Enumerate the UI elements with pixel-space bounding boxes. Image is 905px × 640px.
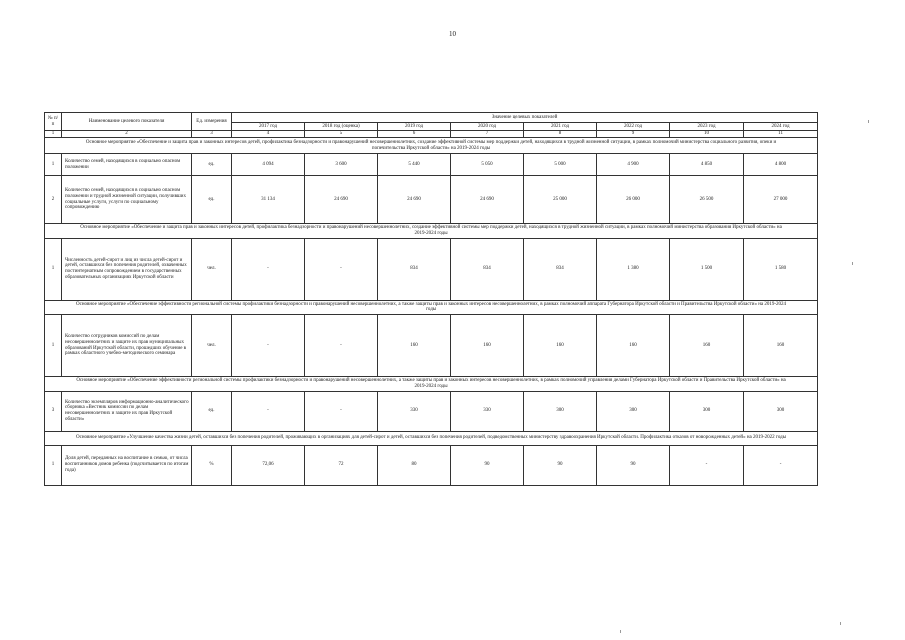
value-cell: 300 (597, 391, 670, 431)
value-cell: 90 (524, 445, 597, 485)
value-cell: 90 (597, 445, 670, 485)
table-body (45, 138, 818, 486)
value-cell: 330 (451, 391, 524, 431)
header-year: 2018 год (оценка) (305, 123, 378, 131)
header-year: 2024 год (744, 123, 818, 131)
page-number: 10 (449, 30, 456, 38)
value-cell: 4 800 (744, 154, 818, 176)
value-cell: 31 134 (232, 176, 305, 224)
value-cell: 24 690 (451, 176, 524, 224)
header-year: 2022 год (597, 123, 670, 131)
header-column-numbers-row (45, 131, 818, 138)
column-number: 10 (670, 131, 744, 138)
value-cell: 300 (524, 391, 597, 431)
section-title: Основное мероприятие «Обеспечение эффективности региональной системы профилактики безнадзорности и правонарушений несовершеннолетних, а также защиты прав и законных интересов несовершеннолетних, в рамках полномочий аппарата Губернатора Иркутской области и Правительства Иркутской области» на 2019-2024 годы (45, 300, 818, 315)
section-title: Основное мероприятие «Обеспечение и защита прав и законных интересов детей, профилактика безнадзорности и правонарушений несовершеннолетних, создание эффективной системы мер поддержки детей, находящихся в трудной жизненной ситуации, в рамках полномочий министерства образования Иркутской области» на 2019-2024 годы (45, 224, 818, 239)
value-cell: - (232, 391, 305, 431)
value-cell: 90 (451, 445, 524, 485)
table-row (45, 391, 818, 431)
value-cell: 3 600 (305, 154, 378, 176)
header-year: 2023 год (670, 123, 744, 131)
value-cell: - (305, 315, 378, 377)
value-cell: 5 440 (378, 154, 451, 176)
value-cell: - (305, 238, 378, 300)
section-title: Основное мероприятие «Обеспечение и защита прав и законных интересов детей, профилактика безнадзорности и правонарушений несовершеннолетних, создание эффективной системы мер поддержки детей, находящихся в трудной жизненной ситуации, в рамках полномочий министерства социального развития, опеки и попечительства Иркутской области» на 2019-2024 годы (45, 138, 818, 154)
value-cell: 1 580 (744, 238, 818, 300)
column-number: 7 (451, 131, 524, 138)
value-cell: 330 (378, 391, 451, 431)
section-row (45, 300, 818, 315)
section-row (45, 138, 818, 154)
value-cell: - (232, 238, 305, 300)
value-cell: 26 500 (670, 176, 744, 224)
column-number: 2 (62, 131, 192, 138)
column-number: 9 (597, 131, 670, 138)
value-cell: 834 (451, 238, 524, 300)
row-number: 1 (45, 238, 62, 300)
indicator-name: Количество семей, находящихся в социально опасном положении (62, 154, 192, 176)
table-row (45, 176, 818, 224)
unit-cell: чел. (192, 238, 232, 300)
indicator-name: Численность детей-сирот и лиц из числа детей-сирот и детей, оставшихся без попечения родителей, охваченных постинтернатным сопровождением в государственных образовательных организациях Иркутской области (62, 238, 192, 300)
value-cell: 160 (524, 315, 597, 377)
value-cell: 160 (670, 315, 744, 377)
column-number: 11 (744, 131, 818, 138)
indicator-name: Доля детей, переданных на воспитание в семью, от числа воспитанников домов ребенка (подсчитывается по итогам года) (62, 445, 192, 485)
scan-mark (852, 262, 853, 265)
header-num: № п/п (45, 113, 62, 131)
unit-cell: ед. (192, 154, 232, 176)
value-cell: - (305, 391, 378, 431)
column-number: 3 (192, 131, 232, 138)
header-unit: Ед. измерения (192, 113, 232, 131)
value-cell: - (744, 445, 818, 485)
value-cell: 24 690 (378, 176, 451, 224)
value-cell: 4 094 (232, 154, 305, 176)
value-cell: 26 000 (597, 176, 670, 224)
unit-cell: ед. (192, 176, 232, 224)
row-number: 3 (45, 391, 62, 431)
table-row (45, 315, 818, 377)
value-cell: - (232, 315, 305, 377)
unit-cell: % (192, 445, 232, 485)
unit-cell: ед. (192, 391, 232, 431)
column-number: 4 (232, 131, 305, 138)
header-year: 2019 год (378, 123, 451, 131)
column-number: 6 (378, 131, 451, 138)
value-cell: 72 (305, 445, 378, 485)
scan-mark (840, 622, 841, 625)
table-row (45, 154, 818, 176)
value-cell: 160 (451, 315, 524, 377)
value-cell: 80 (378, 445, 451, 485)
scan-mark (868, 120, 869, 123)
indicator-name: Количество сотрудников комиссий по делам несовершеннолетних и защите их прав муниципальных образований Иркутской области, прошедших обучение в рамках областного учебно-методического семинара (62, 315, 192, 377)
section-row (45, 224, 818, 239)
value-cell: 1 380 (597, 238, 670, 300)
section-row (45, 431, 818, 445)
value-cell: 300 (744, 391, 818, 431)
value-cell: 25 000 (524, 176, 597, 224)
table-row (45, 445, 818, 485)
row-number: 1 (45, 315, 62, 377)
row-number: 2 (45, 176, 62, 224)
table-header (45, 113, 818, 138)
header-year: 2017 год (232, 123, 305, 131)
value-cell: 4 900 (597, 154, 670, 176)
header-year: 2020 год (451, 123, 524, 131)
value-cell: 160 (597, 315, 670, 377)
value-cell: 27 000 (744, 176, 818, 224)
section-title: Основное мероприятие «Обеспечение эффективности региональной системы профилактики безнадзорности и правонарушений несовершеннолетних, а также защиты прав и законных интересов несовершеннолетних, в рамках полномочий управления делами Губернатора Иркутской области и Правительства Иркутской области» на 2019-2024 годы (45, 377, 818, 392)
value-cell: 4 850 (670, 154, 744, 176)
value-cell: 160 (378, 315, 451, 377)
column-number: 1 (45, 131, 62, 138)
indicator-name: Количество семей, находящихся в социально опасном положении и трудной жизненной ситуации, получивших социальные услуги, услуги по социальному сопровождению (62, 176, 192, 224)
value-cell: 300 (670, 391, 744, 431)
value-cell: 160 (744, 315, 818, 377)
header-year: 2021 год (524, 123, 597, 131)
row-number: 1 (45, 154, 62, 176)
section-row (45, 377, 818, 392)
unit-cell: чел. (192, 315, 232, 377)
section-title: Основное мероприятие «Улучшение качества жизни детей, оставшихся без попечения родителей, проживающих в организациях для детей-сирот и детей, оставшихся без попечения родителей, подведомственных министерству здравоохранения Иркутской области. Профилактика отказов от новорожденных детей» на 2019-2022 годы (45, 431, 818, 445)
value-cell: 5 000 (524, 154, 597, 176)
value-cell: 834 (524, 238, 597, 300)
header-name: Наименование целевого показателя (62, 113, 192, 131)
indicator-name: Количество экземпляров информационно-аналитического сборника «Вестник комиссии по делам несовершеннолетних и защите их прав Иркутской области» (62, 391, 192, 431)
target-indicators-table (44, 112, 818, 486)
value-cell: 72,06 (232, 445, 305, 485)
row-number: 1 (45, 445, 62, 485)
value-cell: 1 500 (670, 238, 744, 300)
column-number: 5 (305, 131, 378, 138)
column-number: 8 (524, 131, 597, 138)
value-cell: - (670, 445, 744, 485)
value-cell: 834 (378, 238, 451, 300)
value-cell: 5 050 (451, 154, 524, 176)
scan-mark (620, 630, 621, 633)
value-cell: 24 690 (305, 176, 378, 224)
table-row (45, 238, 818, 300)
header-values-group: Значение целевых показателей (232, 113, 818, 123)
